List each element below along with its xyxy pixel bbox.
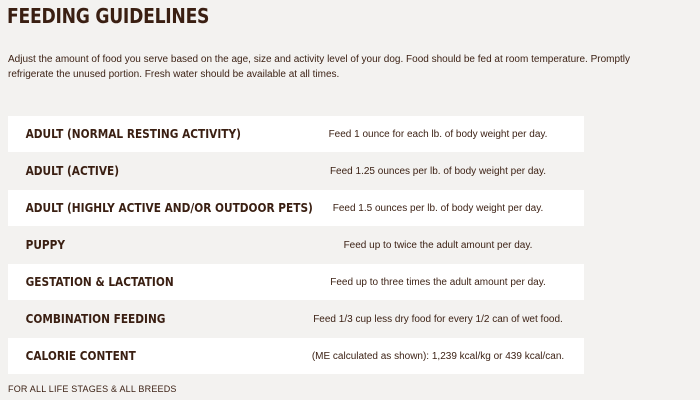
table-row <box>8 190 584 226</box>
row-label: ADULT (NORMAL RESTING ACTIVITY) <box>25 127 241 141</box>
table-row <box>8 153 584 189</box>
table-row <box>8 301 584 337</box>
feeding-guidelines-table <box>8 116 584 375</box>
row-value: Feed 1/3 cup less dry food for every 1/2 can of wet food. <box>313 313 563 325</box>
footer-note: FOR ALL LIFE STAGES & ALL BREEDS <box>8 384 177 394</box>
row-label: ADULT (HIGHLY ACTIVE AND/OR OUTDOOR PETS) <box>25 201 313 215</box>
page-title: FEEDING GUIDELINES <box>7 4 210 28</box>
row-value: Feed 1.5 ounces per lb. of body weight per day. <box>332 202 544 214</box>
row-value: (ME calculated as shown): 1,239 kcal/kg or 439 kcal/can. <box>311 350 565 362</box>
row-value: Feed up to twice the adult amount per day. <box>343 239 533 251</box>
table-row <box>8 227 584 263</box>
row-label: CALORIE CONTENT <box>25 349 136 363</box>
table-row <box>8 264 584 300</box>
row-label: ADULT (ACTIVE) <box>25 164 120 178</box>
table-row <box>8 338 584 374</box>
row-label: GESTATION & LACTATION <box>25 275 174 289</box>
table-row <box>8 116 584 152</box>
row-value: Feed up to three times the adult amount per day. <box>330 276 546 288</box>
row-label: PUPPY <box>25 238 66 252</box>
row-value: Feed 1 ounce for each lb. of body weight per day. <box>328 128 548 140</box>
row-value: Feed 1.25 ounces per lb. of body weight per day. <box>329 165 547 177</box>
row-label: COMBINATION FEEDING <box>25 312 166 326</box>
intro-paragraph: Adjust the amount of food you serve based on the age, size and activity level of your dog. Food should be fed at room temperature. Promptly refrigerate the unused portion. Fresh water should be available at all times. <box>8 54 631 80</box>
